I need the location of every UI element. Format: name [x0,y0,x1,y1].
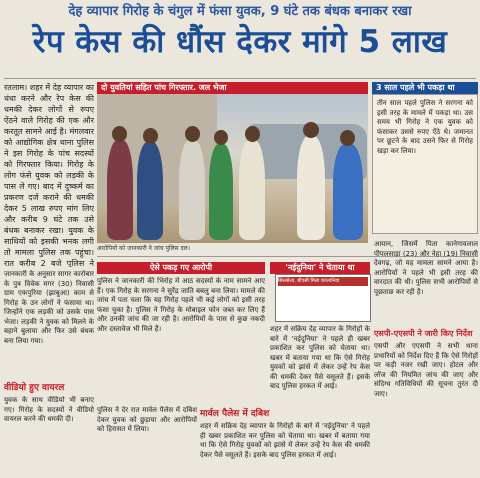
kicker: देह व्यापार गिरोह के चंगुल में फंसा युवक, 9 घंटे तक बंधक बनाकर रखा [68,4,412,19]
column-2-text: पुलिस ने जानकारी की भिरोह में आठ सदस्यों के नाम सामने आए हैं। एक गिरोह के सरगना ने सुरेंद्र जाति बबलु बना लिया। मामले की जांच में पता चला कि यह गिरोह पहले भी कई लोगों को इसी तरह फंसा चुका है। पुलिस ने गिरोह के मोबाइल फोन जब्त कर लिए हैं और उनकी जांच की जा रही है। आरोपियों के पास से कुछ नकदी और दस्तावेज भी मिले हैं। [97,277,265,333]
column-1c-text: युवक के साथ वीडियो भी बनाए गए। गिरोह के सदस्यों ने वीडियो वायरल करने की धमकी दी। [4,396,94,423]
person-4 [209,144,233,240]
headline: रेप केस की धौंस देकर मांगे 5 लाख [32,24,448,60]
person-4-head [214,130,228,145]
person-7 [333,144,363,240]
person-2-head [143,128,158,144]
column-4b-text: एसपी और एएसपी ने सभी थाना प्रभारियों को निर्देश दिए हैं कि ऐसे गिरोहों पर कड़ी नजर रखी जाए। होटल और लॉज की नियमित जांच की जाए और संदिग्ध गतिविधियों की सूचना तुरंत दी जाए। [374,342,478,398]
column-3 [270,325,370,405]
photo-bar: दो युवतियां सहित पांच गिरफ्तार. जल भेजा [97,82,368,94]
person-3 [179,140,205,240]
clipping-title: सिलसेला, बीएसी मिला कप्लानिया [278,277,368,286]
person-5-head [245,126,260,142]
column-4-text: आयान, जिसमें पिता कानेगावलाल पीपलसाड़ा (23) और नेहा (19) निवासी देवगढ़, जो यह मामला सामने आया है। आरोपियों ने पहले भी इसी तरह की वारदात की थी। पुलिस सभी आरोपियों से पूछताछ कर रही है। [374,240,478,296]
news-photo [97,94,368,243]
clipping-thumbnail [275,274,371,322]
photo-caption: आरोपियों को जानकारी ने जांच पुलिस दल। [97,245,191,252]
person-2 [137,142,163,240]
column-1b-text: जानकारी के अनुसार सागर कारोबार के पुत्र विवेक मगर (30) निवासी ग्राम एकपुरिया (झाबुआ) काम से गिरोह के उन लोगों ने फंसाया था। जिन्होंने एक लड़की को उसके पास भेजा। लड़की ने युवक को मिलने के बहाने बुलाया और फिर उसे बंधक बना लिया गया। [4,270,94,345]
bottom-heading-mid: मार्वल पैलेस में दबिश [200,409,270,419]
rule-top [4,78,476,79]
column-1b [4,270,94,380]
person-3-head [185,126,200,142]
column-2 [97,277,265,402]
right-heading: एसपी-एएसपी ने जारी किए निर्देश [374,329,473,338]
bar-middle-right: 'नईदुनिया' ने चेताया था [270,262,370,274]
side-bar-heading: 3 साल पहले भी पकड़ा था [372,82,478,94]
person-1 [107,140,133,240]
bar-middle-left: ऐसे पकड़ गए आरोपी [97,262,265,274]
person-1-head [112,126,127,142]
person-6 [297,136,325,240]
column-1c [4,396,94,476]
side-text-wrap [377,99,473,229]
column-6 [200,422,370,476]
column-4 [374,240,478,325]
column-5-text: पुलिस ने देर रात मार्वल पैलेस में दबिश देकर युवक को छुड़ाया और आरोपियों को हिरासत में लिया। [97,406,197,433]
column-intro-text: रतलाम। शहर में देह व्यापार का धंधा करने और रेप केस की धमकी देकर लोगों से रुपए ऐंठने वाले गिरोह की एक और करतूत सामने आई है। मंगलवार को आद्योगिक क्षेत्र थाना पुलिस ने इस गिरोह के पांच सदस्यों को गिरफ्तार किया। गिरोह के लोग फंसे युवक को लड़की के पास ले गए। बाद में दुष्कर्म का प्रकरण दर्ज कराने की धमकी देकर 5 लाख रुपए मांग लिए और करीब 9 घंटे तक उसे बंधक बनाकर रखा। युवक के साथियों को इसकी भनक लगी तो मामला पुलिस तक पहुंचा। रात करीब 2 बजे पुलिस ने [4,83,94,267]
column-3-text: शहर में सक्रिय देह व्यापार के गिरोहों के बारे में 'नईदुनिया' ने पहले ही खबर प्रकाशित कर पुलिस को चेताया था। खबर में बताया गया था कि ऐसे गिरोह युवकों को झांसे में लेकर उन्हें रेप केस की धमकी देकर पैसे वसूलते हैं। इसके बाद पुलिस हरकत में आई। [270,325,370,390]
side-box [372,94,478,234]
person-6-head [303,122,319,138]
person-7-head [340,130,355,146]
column-intro [4,82,94,267]
column-6-text: शहर में सक्रिय देह व्यापार के गिरोहों के बारे में 'नईदुनिया' ने पहले ही खबर प्रकाशित कर पुलिस को चेताया था। खबर में बताया गया था कि ऐसे गिरोह युवकों को झांसे में लेकर उन्हें रेप केस की धमकी देकर पैसे वसूलते हैं। इसके बाद पुलिस हरकत में आई। [200,422,370,459]
column-5 [97,406,197,476]
bottom-heading-left: वीडियो हुए वायरल [4,383,65,393]
side-text: तीन साल पहले पुलिस ने सरगना को इसी तरह के मामले में पकड़ा था। उस समय भी गिरोह ने एक युवक को फंसाकर उससे रुपए ऐंठे थे। जमानत पर छूटने के बाद उसने फिर से गिरोह खड़ा कर लिया। [377,99,473,155]
column-4b [374,342,478,476]
person-5 [239,140,265,240]
